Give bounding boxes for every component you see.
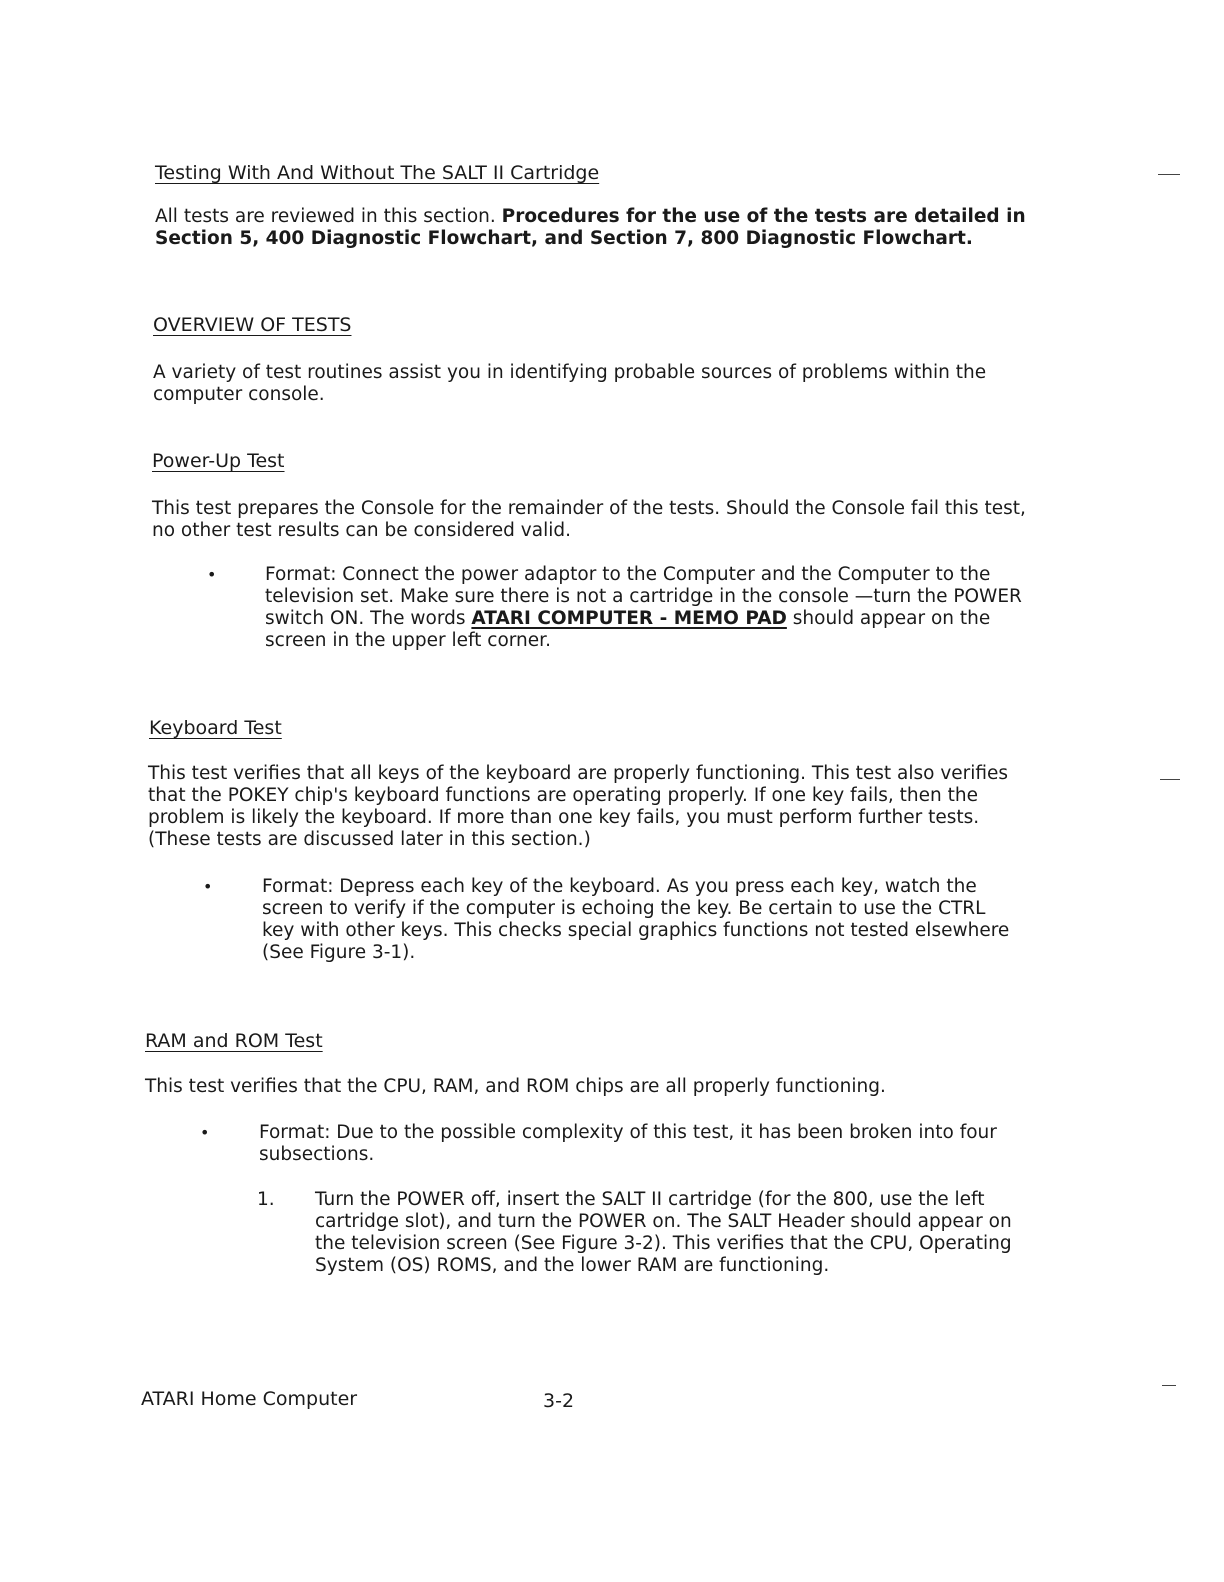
- page-number: 3-2: [543, 1390, 575, 1412]
- memo-pad-emphasis: ATARI COMPUTER - MEMO PAD: [471, 608, 787, 629]
- section-heading-ram-rom: RAM and ROM Test: [145, 1030, 323, 1052]
- footer-title: ATARI Home Computer: [141, 1388, 358, 1410]
- keyboard-paragraph: This test verifies that all keys of the keyboard are properly functioning. This test also verifies that the POKEY chip's keyboard functions are operating properly. If one key fails, then the problem is likely the keyboard. If more than one key fails, you must perform further tests. (These tests are discussed later in this section.): [148, 763, 1009, 850]
- power-up-format-tail: should appear on the screen in the upper left corner.: [265, 608, 991, 651]
- keyboard-bullet: •: [203, 877, 213, 896]
- intro-bold: Procedures for the use of the tests are detailed in Section 5, 400 Diagnostic Flowchart, and Section 7, 800 Diagnostic Flowchart.: [155, 206, 1026, 249]
- power-up-paragraph: This test prepares the Console for the remainder of the tests. Should the Console fail this test, no other test results can be considered valid.: [152, 498, 1026, 541]
- margin-mark: [1160, 779, 1180, 780]
- step-number: 1.: [257, 1189, 275, 1210]
- power-up-format: [265, 564, 1025, 652]
- margin-mark: [1162, 1385, 1176, 1386]
- section-heading-power-up: Power-Up Test: [152, 450, 285, 472]
- overview-paragraph: A variety of test routines assist you in identifying probable sources of problems within the computer console.: [153, 362, 987, 405]
- section-heading-keyboard: Keyboard Test: [149, 717, 282, 739]
- power-up-bullet: •: [207, 565, 217, 584]
- power-up-format-text: Format: Connect the power adaptor to the Computer and the Computer to the television set. Make sure there is not a cartridge in the console —turn the POWER switch ON. The words: [265, 564, 1022, 629]
- intro-paragraph: [155, 206, 1027, 250]
- ram-rom-bullet: •: [200, 1123, 210, 1142]
- ram-rom-format: Format: Due to the possible complexity of this test, it has been broken into four subsections.: [259, 1122, 997, 1165]
- section-heading-overview: OVERVIEW OF TESTS: [153, 314, 352, 336]
- ram-rom-paragraph: This test verifies that the CPU, RAM, and ROM chips are all properly functioning.: [145, 1076, 886, 1097]
- step-text: Turn the POWER off, insert the SALT II cartridge (for the 800, use the left cartridge slot), and turn the POWER on. The SALT Header should appear on the television screen (See Figure 3-2). This verifies that the CPU, Operating System (OS) ROMS, and the lower RAM are functioning.: [315, 1189, 1012, 1276]
- intro-lead: All tests are reviewed in this section.: [155, 206, 496, 227]
- margin-mark: [1158, 174, 1180, 175]
- section-heading-salt: Testing With And Without The SALT II Cartridge: [155, 162, 600, 184]
- keyboard-format: Format: Depress each key of the keyboard. As you press each key, watch the screen to verify if the computer is echoing the key. Be certain to use the CTRL key with other keys. This checks special graphics functions not tested elsewhere (See Figure 3-1).: [262, 876, 1010, 963]
